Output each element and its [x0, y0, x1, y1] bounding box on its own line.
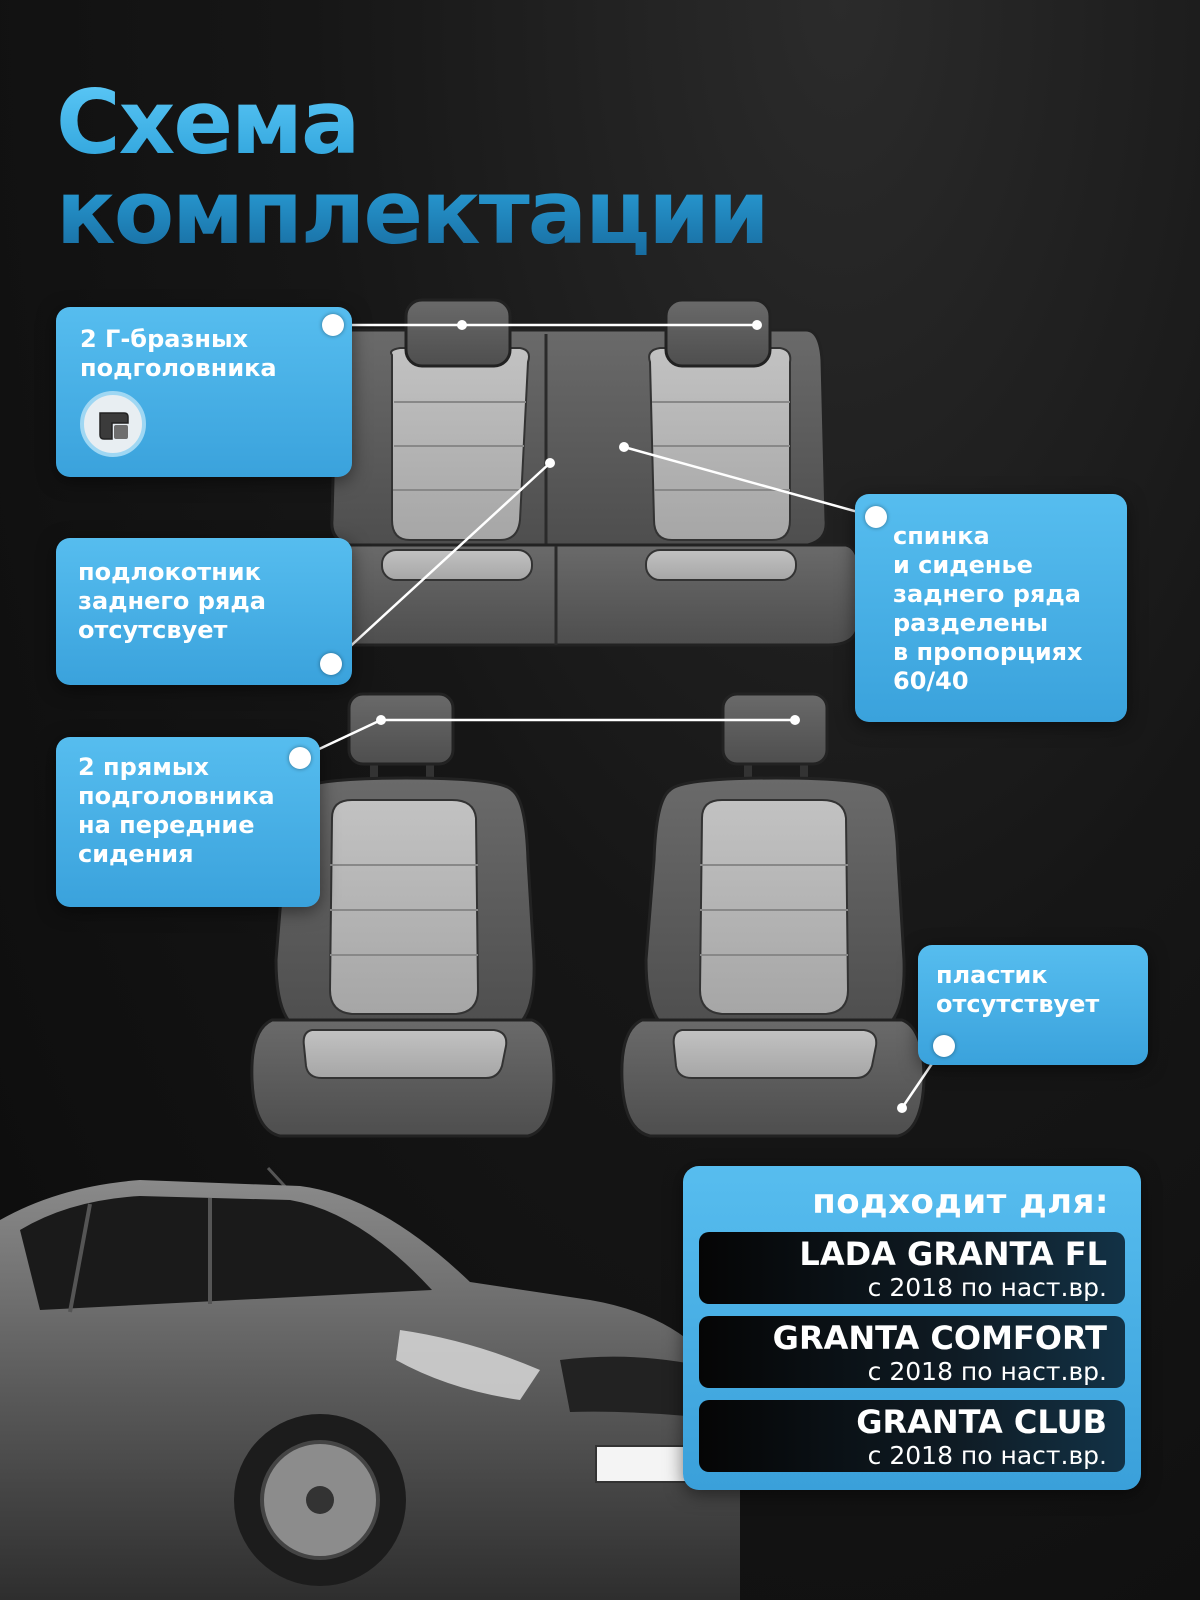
model-item-granta-club — [699, 1400, 1125, 1472]
model-name: GRANTA COMFORT — [772, 1319, 1107, 1357]
callout-rear-headrests-line-1: 2 Г-бразных — [80, 325, 249, 353]
front-right-seat — [622, 694, 924, 1136]
callout-rear-armrest-line-3: отсутсвует — [78, 616, 228, 644]
callout-front-headrests-line-1: 2 прямых — [78, 753, 210, 781]
callout-plastic — [918, 945, 1148, 1065]
callout-plastic-line-1: пластик — [936, 961, 1048, 989]
callout-front-headrests-line-3: на передние — [78, 811, 255, 839]
callout-rear-split-line-6: 60/40 — [893, 667, 969, 695]
compatibility-heading: подходит для: — [812, 1182, 1109, 1222]
callout-front-headrests — [56, 737, 320, 907]
callout-rear-armrest — [56, 538, 352, 685]
l-shaped-headrest-icon — [80, 391, 146, 457]
callout-rear-split-line-3: заднего ряда — [893, 580, 1081, 608]
model-name: GRANTA CLUB — [856, 1403, 1107, 1441]
callout-rear-split — [855, 494, 1127, 722]
callout-rear-split-dot — [865, 506, 887, 528]
model-years: с 2018 по наст.вр. — [867, 1273, 1107, 1302]
compatibility-panel — [683, 1166, 1141, 1490]
title-line-2: комплектации — [56, 161, 768, 264]
callout-front-headrests-dot — [289, 747, 311, 769]
callout-rear-split-line-5: в пропорциях — [893, 638, 1083, 666]
model-years: с 2018 по наст.вр. — [867, 1441, 1107, 1470]
callout-rear-headrests-dot — [322, 314, 344, 336]
callout-plastic-dot — [933, 1035, 955, 1057]
callout-rear-armrest-dot — [320, 653, 342, 675]
model-name: LADA GRANTA FL — [799, 1235, 1107, 1273]
rear-seat — [318, 300, 860, 645]
callout-plastic-line-2: отсутствует — [936, 990, 1100, 1018]
callout-front-headrests-line-2: подголовника — [78, 782, 275, 810]
callout-rear-split-line-1: спинка — [893, 522, 990, 550]
model-item-granta-comfort — [699, 1316, 1125, 1388]
car-image — [0, 1168, 740, 1600]
model-item-granta-fl — [699, 1232, 1125, 1304]
callout-rear-armrest-line-1: подлокотник — [78, 558, 261, 586]
callout-rear-split-line-4: разделены — [893, 609, 1049, 637]
callout-rear-headrests — [56, 307, 352, 477]
callout-rear-split-line-2: и сиденье — [893, 551, 1033, 579]
callout-rear-armrest-line-2: заднего ряда — [78, 587, 266, 615]
callout-rear-headrests-line-2: подголовника — [80, 354, 277, 382]
model-years: с 2018 по наст.вр. — [867, 1357, 1107, 1386]
title-line-1: Схема — [56, 71, 359, 174]
callout-front-headrests-line-4: сидения — [78, 840, 194, 868]
